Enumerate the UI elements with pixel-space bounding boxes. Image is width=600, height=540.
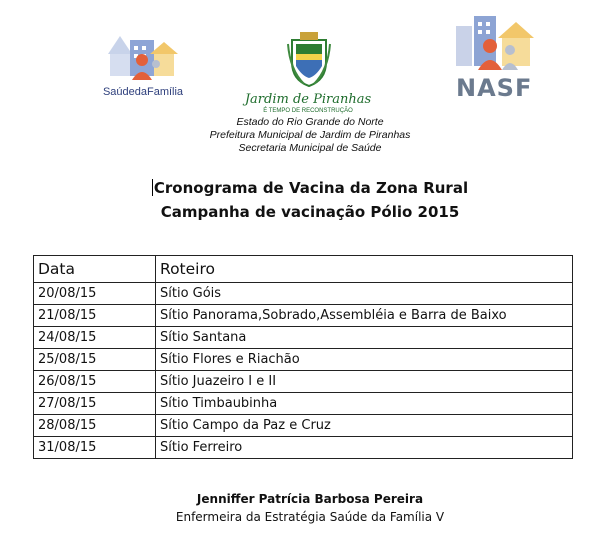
title-line-1	[60, 176, 560, 200]
table-row	[34, 305, 573, 327]
nasf-logo	[450, 12, 560, 102]
route-cell: Sítio Juazeiro I e II	[156, 371, 573, 393]
institution-header	[150, 116, 470, 155]
route-cell: Sítio Ferreiro	[156, 437, 573, 459]
municipality-name: Jardim de Piranhas	[244, 92, 372, 107]
nasf-family-icon	[450, 12, 550, 74]
table-row	[34, 371, 573, 393]
route-cell: Sítio Santana	[156, 327, 573, 349]
text-cursor	[152, 179, 153, 196]
state-line: Estado do Rio Grande do Norte	[236, 116, 384, 128]
municipal-crest-icon	[286, 30, 332, 92]
nasf-label: NASF	[456, 74, 533, 102]
title-text-1: Cronograma de Vacina da Zona Rural	[153, 179, 469, 197]
saude-da-familia-logo	[88, 24, 198, 104]
vaccination-schedule-table	[33, 255, 573, 459]
document-title	[60, 176, 560, 224]
date-cell: 25/08/15	[34, 349, 156, 371]
table-row	[34, 349, 573, 371]
header-data: Data	[34, 256, 156, 283]
table-header-row	[34, 256, 573, 283]
route-cell: Sítio Timbaubinha	[156, 393, 573, 415]
secretariat-line: Secretaria Municipal de Saúde	[238, 142, 382, 154]
table-row	[34, 283, 573, 305]
signature-role: Enfermeira da Estratégia Saúde da Família V	[175, 510, 445, 524]
date-cell: 24/08/15	[34, 327, 156, 349]
date-cell: 28/08/15	[34, 415, 156, 437]
route-cell: Sítio Campo da Paz e Cruz	[156, 415, 573, 437]
date-cell: 27/08/15	[34, 393, 156, 415]
signature-name: Jenniffer Patrícia Barbosa Pereira	[196, 492, 424, 506]
table-row	[34, 415, 573, 437]
route-cell: Sítio Panorama,Sobrado,Assembléia e Barra de Baixo	[156, 305, 573, 327]
table-row	[34, 393, 573, 415]
table-row	[34, 327, 573, 349]
date-cell: 31/08/15	[34, 437, 156, 459]
signature-block	[110, 490, 510, 526]
date-cell: 26/08/15	[34, 371, 156, 393]
prefecture-line: Prefeitura Municipal de Jardim de Piranhas	[209, 129, 411, 141]
date-cell: 21/08/15	[34, 305, 156, 327]
date-cell: 20/08/15	[34, 283, 156, 305]
header-roteiro: Roteiro	[156, 256, 573, 283]
route-cell: Sítio Flores e Riachão	[156, 349, 573, 371]
family-house-icon	[100, 24, 186, 84]
title-line-2: Campanha de vacinação Pólio 2015	[160, 203, 460, 221]
saude-da-familia-label: SaúdedaFamília	[102, 86, 184, 98]
route-cell: Sítio Góis	[156, 283, 573, 305]
table-row	[34, 437, 573, 459]
municipality-slogan: É TEMPO DE RECONSTRUÇÃO	[263, 108, 353, 114]
